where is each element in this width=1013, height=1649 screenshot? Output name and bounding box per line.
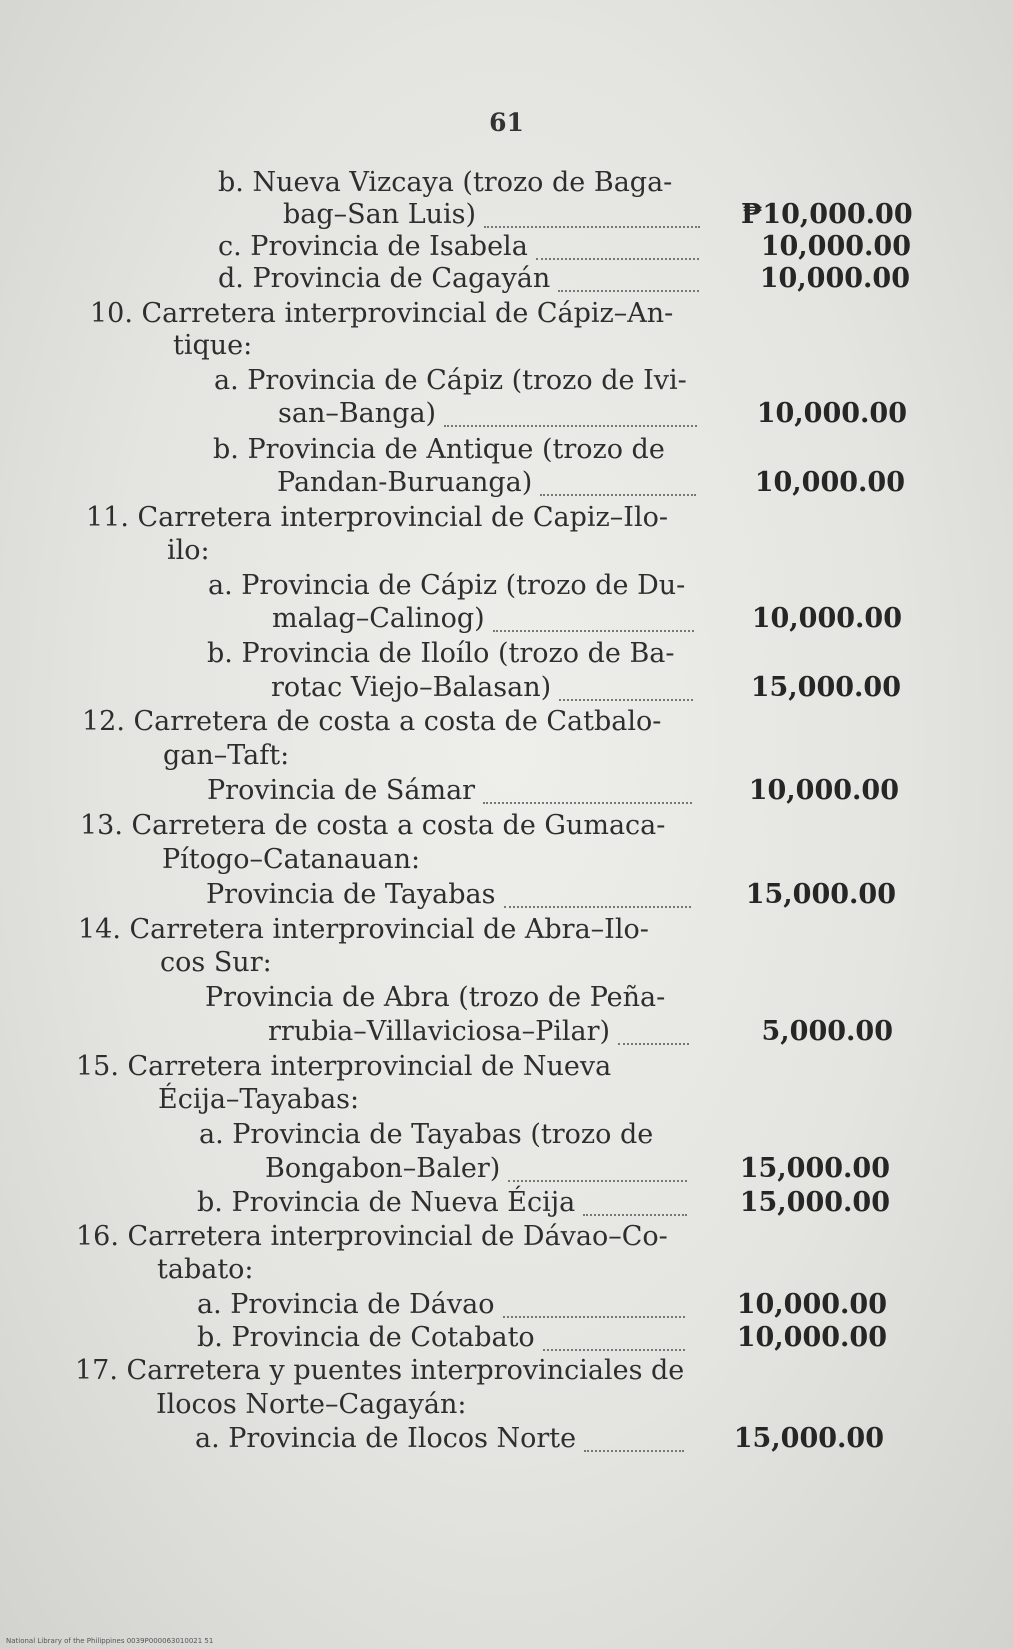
entry-text: bag–San Luis) <box>283 199 477 230</box>
entry-line <box>80 808 665 844</box>
dot-leader <box>508 1178 687 1182</box>
entry-line <box>199 1117 653 1153</box>
entry-line <box>78 912 649 948</box>
entry-line <box>157 1252 254 1288</box>
entry-amount: 15,000.00 <box>745 879 896 910</box>
entry-line <box>205 980 665 1016</box>
entry-amount: 15,000.00 <box>750 672 901 703</box>
entry-line <box>162 842 420 878</box>
entry-text: tabato: <box>157 1254 254 1285</box>
entry-text: d. Provincia de Cagayán <box>218 263 551 294</box>
dot-leader <box>558 288 699 292</box>
entry-line <box>268 1014 610 1050</box>
entry-text: 16. Carretera interprovincial de Dávao–Co- <box>76 1221 668 1252</box>
entry-amount: 10,000.00 <box>751 603 902 634</box>
entry-text: Écija–Tayabas: <box>158 1084 360 1115</box>
entry-text: Bongabon–Baler) <box>265 1153 501 1184</box>
entry-line <box>160 945 272 981</box>
entry-text: b. Nueva Vizcaya (trozo de Baga- <box>218 167 673 198</box>
entry-text: 13. Carretera de costa a costa de Gumaca- <box>80 810 666 841</box>
dot-leader <box>503 1314 685 1318</box>
entry-text: rotac Viejo–Balasan) <box>271 672 552 703</box>
entry-line <box>76 1219 668 1255</box>
entry-line <box>197 1185 575 1221</box>
entry-amount: 10,000.00 <box>759 263 910 294</box>
page-number: 61 <box>489 108 524 137</box>
dot-leader <box>618 1041 689 1045</box>
entry-amount: 10,000.00 <box>748 775 899 806</box>
entry-text: gan–Taft: <box>163 740 290 771</box>
entry-line <box>218 261 550 297</box>
entry-line <box>207 773 475 809</box>
entry-text: a. Provincia de Tayabas (trozo de <box>199 1119 654 1150</box>
entry-text: Provincia de Sámar <box>207 775 476 806</box>
entry-line <box>271 670 551 706</box>
dot-leader <box>583 1212 687 1216</box>
dot-leader <box>493 628 694 632</box>
entry-line <box>277 465 532 501</box>
dot-leader <box>483 800 692 804</box>
entry-amount: 5,000.00 <box>761 1016 893 1047</box>
entry-text: Ilocos Norte–Cagayán: <box>156 1389 467 1420</box>
entry-line <box>195 1421 576 1457</box>
dot-leader <box>504 904 692 908</box>
entry-text: Provincia de Tayabas <box>206 879 496 910</box>
entry-text: 12. Carretera de costa a costa de Catbalo- <box>82 706 662 737</box>
entry-line <box>208 568 685 604</box>
entry-line <box>75 1353 684 1389</box>
entry-amount: 10,000.00 <box>756 398 907 429</box>
entry-line <box>86 500 668 536</box>
dot-leader <box>484 224 700 228</box>
entry-amount: 10,000.00 <box>754 467 905 498</box>
entry-text: 15. Carretera interprovincial de Nueva <box>76 1051 612 1082</box>
entry-line <box>218 165 672 201</box>
entry-text: Pandan-Buruanga) <box>277 467 533 498</box>
entry-text: cos Sur: <box>160 947 272 978</box>
entry-text: tique: <box>173 330 253 361</box>
entry-line <box>213 432 665 468</box>
dot-leader <box>536 256 699 260</box>
entry-text: malag–Calinog) <box>272 603 485 634</box>
entry-text: 11. Carretera interprovincial de Capiz–Ilo- <box>86 502 668 533</box>
entry-amount: 15,000.00 <box>733 1423 884 1454</box>
entry-line <box>278 396 436 432</box>
entry-text: b. Provincia de Iloílo (trozo de Ba- <box>207 638 675 669</box>
dot-leader <box>559 697 693 701</box>
dot-leader <box>543 1347 685 1351</box>
entry-amount: 10,000.00 <box>736 1322 887 1353</box>
entry-text: san–Banga) <box>278 398 437 429</box>
entry-line <box>283 197 476 233</box>
entry-text: 17. Carretera y puentes interprovinciales de <box>75 1355 685 1386</box>
entry-amount: 15,000.00 <box>739 1153 890 1184</box>
entry-line <box>206 877 496 913</box>
entry-text: Provincia de Abra (trozo de Peña- <box>205 982 666 1013</box>
entry-line <box>197 1320 535 1356</box>
entry-amount: 10,000.00 <box>736 1289 887 1320</box>
footer-note: National Library of the Philippines 0039P000063010021 51 <box>6 1637 214 1645</box>
entry-text: b. Provincia de Antique (trozo de <box>213 434 665 465</box>
entry-line <box>167 533 210 569</box>
entry-text: Pítogo–Catanauan: <box>162 844 421 875</box>
entry-line <box>207 636 675 672</box>
entry-text: 14. Carretera interprovincial de Abra–Ilo- <box>78 914 649 945</box>
dot-leader <box>540 492 696 496</box>
entry-text: 10. Carretera interprovincial de Cápiz–An- <box>90 298 674 329</box>
entry-line <box>218 229 528 265</box>
entry-line <box>265 1151 500 1187</box>
entry-amount: ₱10,000.00 <box>741 199 913 230</box>
entry-text: a. Provincia de Dávao <box>197 1289 495 1320</box>
entry-text: rrubia–Villaviciosa–Pilar) <box>268 1016 611 1047</box>
entry-text: a. Provincia de Ilocos Norte <box>195 1423 577 1454</box>
entry-text: c. Provincia de Isabela <box>218 231 528 262</box>
entry-text: b. Provincia de Cotabato <box>197 1322 535 1353</box>
entry-line <box>163 738 289 774</box>
entry-amount: 10,000.00 <box>760 231 911 262</box>
entry-line <box>173 328 252 364</box>
entry-line <box>82 704 661 740</box>
dot-leader <box>444 423 697 427</box>
entry-line <box>214 363 687 399</box>
entry-text: a. Provincia de Cápiz (trozo de Du- <box>208 570 686 601</box>
entry-text: a. Provincia de Cápiz (trozo de Ivi- <box>214 365 687 396</box>
entry-line <box>272 601 485 637</box>
entry-line <box>90 296 673 332</box>
entry-line <box>156 1387 466 1423</box>
entry-line <box>76 1049 611 1085</box>
dot-leader <box>584 1448 684 1452</box>
entry-text: b. Provincia de Nueva Écija <box>197 1187 576 1218</box>
entry-line <box>197 1287 495 1323</box>
entry-line <box>158 1082 359 1118</box>
entry-amount: 15,000.00 <box>739 1187 890 1218</box>
entry-text: ilo: <box>167 535 210 566</box>
